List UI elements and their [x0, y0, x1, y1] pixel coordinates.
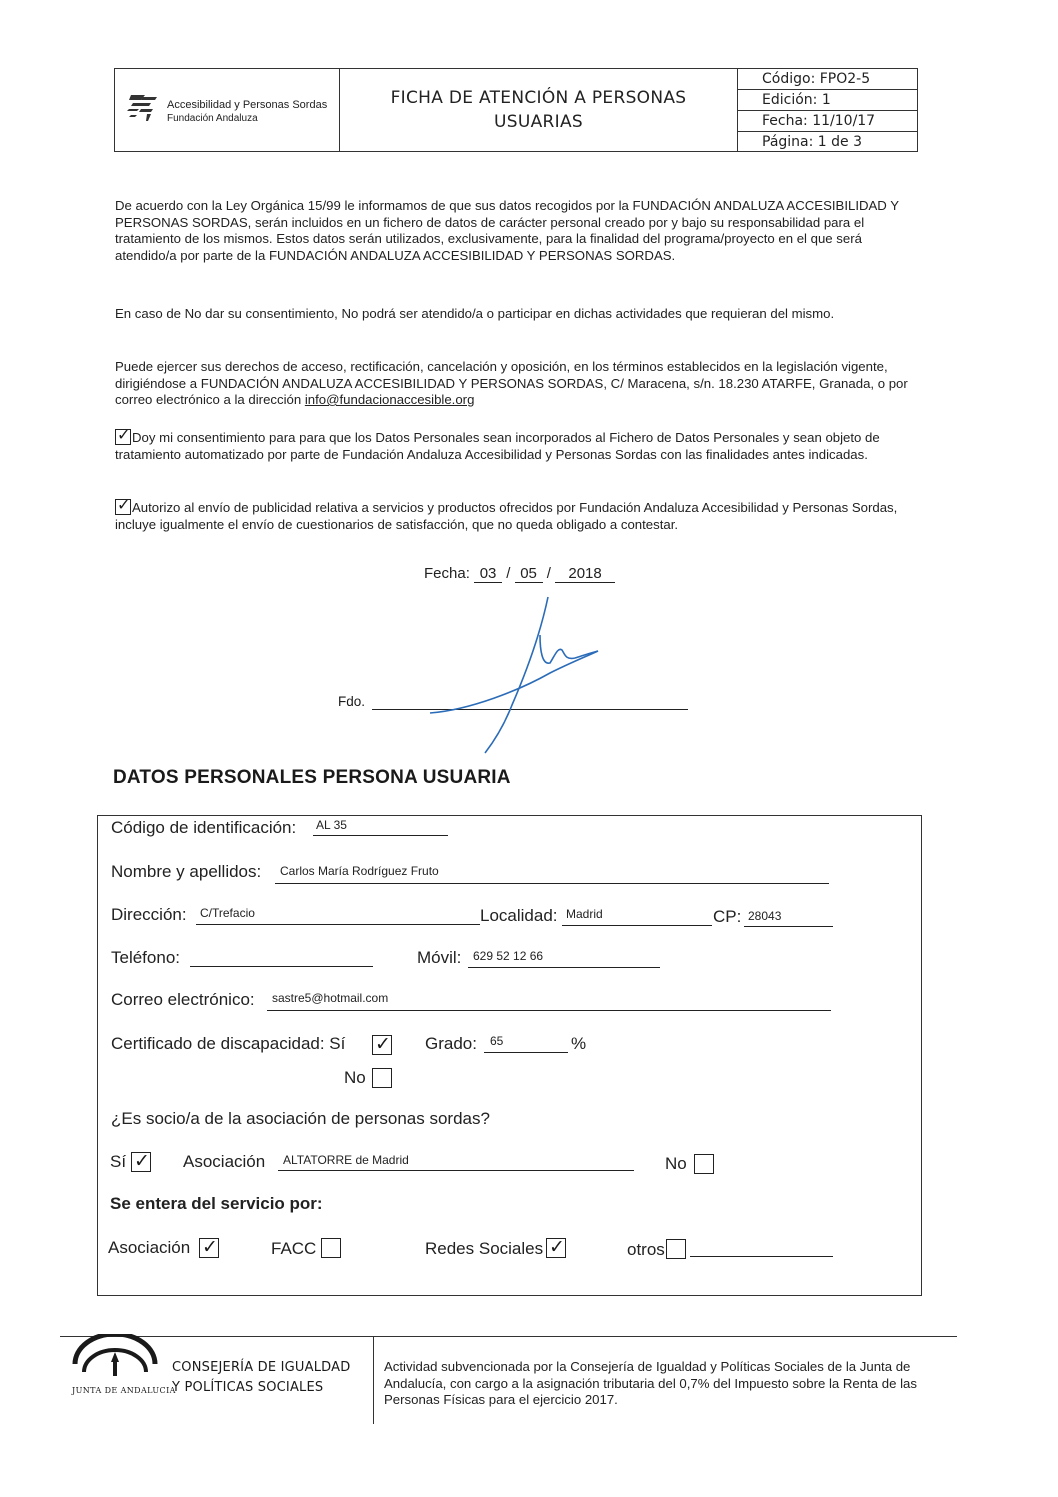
opt-otros-checkbox[interactable] — [666, 1239, 686, 1259]
grado-value: 65 — [490, 1034, 504, 1048]
localidad-field[interactable] — [562, 925, 712, 926]
opt-redes-checkbox[interactable] — [546, 1238, 566, 1258]
funding-note: Actividad subvencionada por la Consejería de Igualdad y Políticas Sociales de la Junta de Andalucía, con cargo a la asignación tributaria del 0,7% del Impuesto sobre la Renta de las Personas Físicas para el ejercicio 2017. — [384, 1359, 917, 1407]
title-line-2: USUARIAS — [494, 112, 583, 132]
direccion-field[interactable] — [196, 924, 480, 925]
codigo-label: Código de identificación: — [111, 818, 297, 837]
socio-si-label: Sí — [110, 1152, 127, 1171]
direccion-label: Dirección: — [111, 905, 187, 924]
nombre-label: Nombre y apellidos: — [111, 862, 262, 881]
footer-divider — [60, 1336, 957, 1337]
org-name: Accesibilidad y Personas Sordas — [167, 99, 328, 111]
meta-edicion: Edición: 1 — [738, 90, 917, 111]
meta-pagina: Página: 1 de 3 — [762, 134, 863, 150]
correo-field[interactable] — [267, 1010, 831, 1011]
socio-no-label: No — [665, 1154, 687, 1173]
checkmark-icon: ✓ — [134, 1150, 150, 1172]
meta-fecha: Fecha: 11/10/17 — [738, 111, 917, 132]
asociacion-label: Asociación — [183, 1152, 266, 1171]
nombre-value: Carlos María Rodríguez Fruto — [280, 864, 439, 878]
consent-data-paragraph — [115, 425, 910, 463]
date-day[interactable]: 03 — [474, 565, 502, 583]
movil-label: Móvil: — [417, 948, 462, 967]
movil-value: 629 52 12 66 — [473, 949, 544, 963]
asociacion-value: ALTATORRE de Madrid — [283, 1153, 409, 1167]
consent-data-checkbox[interactable] — [115, 425, 131, 445]
rights-paragraph — [115, 359, 910, 409]
checkmark-icon: ✓ — [117, 495, 131, 514]
date-month[interactable]: 05 — [515, 565, 543, 583]
certificado-no-label: No — [344, 1068, 366, 1087]
date-separator: / — [506, 565, 511, 582]
localidad-label: Localidad: — [480, 906, 558, 925]
telefono-field[interactable] — [190, 966, 373, 967]
section-title: DATOS PERSONALES PERSONA USUARIA — [113, 767, 511, 788]
checkmark-icon: ✓ — [202, 1236, 218, 1258]
opt-facc-checkbox[interactable] — [321, 1238, 341, 1258]
header-logo-cell — [115, 69, 340, 151]
consejeria-line-2: Y POLÍTICAS SOCIALES — [172, 1380, 324, 1395]
certificado-no-checkbox[interactable] — [372, 1068, 392, 1088]
opt-facc-label: FACC — [271, 1239, 317, 1258]
consent-ads-paragraph — [115, 495, 910, 533]
asociacion-field[interactable] — [278, 1170, 634, 1171]
codigo-value: AL 35 — [316, 818, 347, 832]
opt-redes-label: Redes Sociales — [425, 1239, 544, 1258]
correo-value: sastre5@hotmail.com — [272, 991, 389, 1005]
se-entera-label: Se entera del servicio por: — [110, 1194, 323, 1213]
foundation-logo-icon — [125, 91, 161, 123]
document-header — [114, 68, 918, 152]
personal-data-box — [97, 815, 922, 1296]
checkmark-icon: ✓ — [375, 1033, 391, 1055]
grado-percent: % — [571, 1034, 587, 1053]
opt-otros-field[interactable] — [690, 1256, 833, 1257]
cp-value: 28043 — [748, 909, 782, 923]
grado-field[interactable] — [484, 1052, 568, 1053]
consent-required-paragraph: En caso de No dar su consentimiento, No podrá ser atendido/a o participar en dichas actividades que requieran del mismo. — [115, 306, 835, 321]
meta-codigo: Código: FPO2-5 — [738, 69, 917, 90]
correo-label: Correo electrónico: — [111, 990, 255, 1009]
rights-text: Puede ejercer sus derechos de acceso, rectificación, cancelación y oposición, en los términos establecidos en la legislación vigente, dirigiéndose a FUNDACIÓN ANDALUZA ACCESIBILIDAD Y PERSONAS SORDAS, C/ Maracena, s/n. 18.230 ATARFE, Granada, o por correo electrónico a la dirección — [115, 359, 908, 407]
certificado-label: Certificado de discapacidad: Sí — [111, 1034, 346, 1053]
checkmark-icon: ✓ — [117, 425, 131, 444]
socio-si-checkbox[interactable] — [131, 1152, 151, 1172]
document-title — [340, 69, 738, 151]
movil-field[interactable] — [468, 967, 660, 968]
localidad-value: Madrid — [566, 907, 603, 921]
document-meta — [738, 69, 917, 151]
socio-no-checkbox[interactable] — [694, 1154, 714, 1174]
date-separator: / — [546, 565, 551, 582]
nombre-field[interactable] — [275, 883, 829, 884]
socio-question: ¿Es socio/a de la asociación de personas sordas? — [111, 1109, 490, 1128]
codigo-field[interactable] — [313, 835, 448, 836]
cp-field[interactable] — [744, 926, 833, 927]
consejeria-line-1: CONSEJERÍA DE IGUALDAD — [172, 1360, 351, 1375]
title-line-1: FICHA DE ATENCIÓN A PERSONAS — [390, 88, 687, 108]
junta-logo-text: JUNTA DE ANDALUCIA — [72, 1386, 176, 1395]
date-year[interactable]: 2018 — [555, 565, 615, 583]
org-subtitle: Fundación Andaluza — [167, 113, 258, 124]
certificado-si-checkbox[interactable] — [372, 1035, 392, 1055]
cp-label: CP: — [713, 907, 742, 926]
grado-label: Grado: — [425, 1034, 477, 1053]
privacy-paragraph: De acuerdo con la Ley Orgánica 15/99 le informamos de que sus datos recogidos por la FUNDACIÓN ANDALUZA ACCESIBILIDAD Y PERSONAS SORDAS, serán incluidos en un fichero de datos de carácter personal creado por y bajo su responsabilidad para el tratamiento de los mismos. Estos datos serán utilizados, exclusivamente, para la finalidad del programa/proyecto en el que será atendido/a por parte de la FUNDACIÓN ANDALUZA ACCESIBILIDAD Y PERSONAS SORDAS. — [115, 198, 899, 263]
footer-column-divider — [373, 1336, 374, 1424]
date-label: Fecha: — [424, 565, 470, 582]
direccion-value: C/Trefacio — [200, 906, 255, 920]
signature-label: Fdo. — [338, 694, 366, 709]
telefono-label: Teléfono: — [111, 948, 180, 967]
opt-asociacion-checkbox[interactable] — [199, 1238, 219, 1258]
consent-data-text: Doy mi consentimiento para para que los Datos Personales sean incorporados al Fichero de Datos Personales y sean objeto de tratamiento automatizado por parte de Fundación Andaluza Accesibilidad y Personas Sordas con las finalidades antes indicadas. — [115, 430, 880, 462]
date-row — [424, 565, 615, 583]
email-link[interactable]: info@fundacionaccesible.org — [304, 392, 475, 407]
checkmark-icon: ✓ — [549, 1236, 565, 1258]
opt-otros-label: otros — [627, 1240, 665, 1259]
signature-scribble-icon — [400, 595, 610, 755]
opt-asociacion-label: Asociación — [108, 1238, 191, 1257]
consent-ads-checkbox[interactable] — [115, 495, 131, 515]
junta-andalucia-logo-icon — [70, 1334, 160, 1386]
consent-ads-text: Autorizo al envío de publicidad relativa a servicios y productos ofrecidos por Fundación Andaluza Accesibilidad y Personas Sordas, incluye igualmente el envío de cuestionarios de satisfacción, que no queda obligado a contestar. — [115, 500, 898, 532]
